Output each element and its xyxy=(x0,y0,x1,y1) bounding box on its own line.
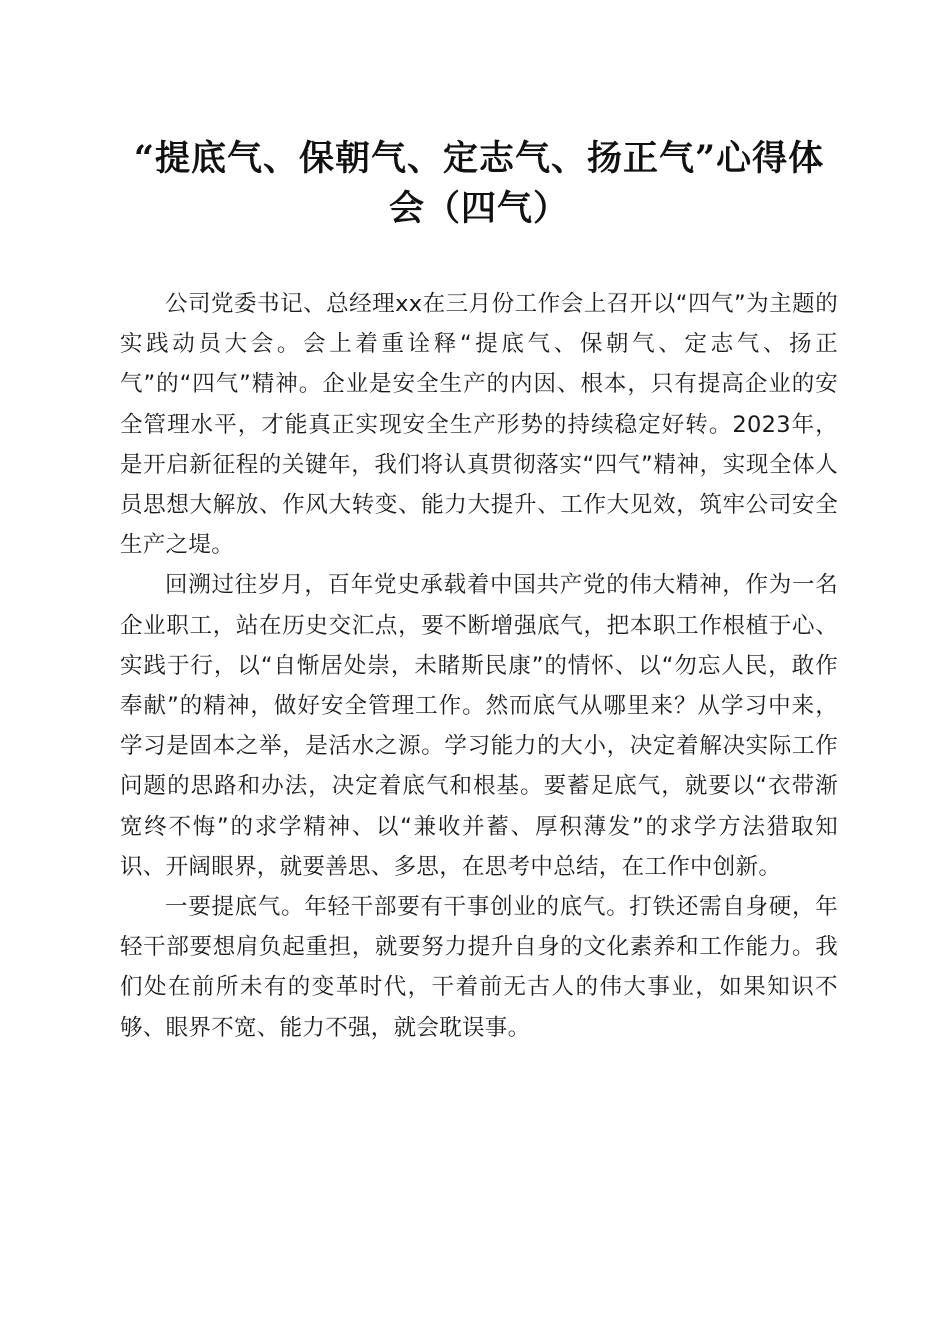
document-page xyxy=(120,134,838,1048)
paragraph-1: 公司党委书记、总经理xx在三月份工作会上召开以“四气”为主题的实践动员大会。会上着重诠释“提底气、保朝气、定志气、扬正气”的“四气”精神。企业是安全生产的内因、根本，只有提高企业的安全管理水平，才能真正实现安全生产形势的持续稳定好转。2023年，是开启新征程的关键年，我们将认真贯彻落实“四气”精神，实现全体人员思想大解放、作风大转变、能力大提升、工作大见效，筑牢公司安全生产之堤。 xyxy=(120,291,838,559)
document-body xyxy=(120,284,838,1048)
document-title: “提底气、保朝气、定志气、扬正气”心得体会（四气） xyxy=(133,138,825,229)
paragraph-2: 回溯过往岁月，百年党史承载着中国共产党的伟大精神，作为一名企业职工，站在历史交汇点，要不断增强底气，把本职工作根植于心、实践于行，以“自惭居处崇，未睹斯民康”的情怀、以“勿忘人民，敢作奉献”的精神，做好安全管理工作。然而底气从哪里来？从学习中来，学习是固本之举，是活水之源。学习能力的大小，决定着解决实际工作问题的思路和办法，决定着底气和根基。要蓄足底气，就要以“衣带渐宽终不悔”的求学精神、以“兼收并蓄、厚积薄发”的求学方法猎取知识、开阔眼界，就要善思、多思，在思考中总结，在工作中创新。 xyxy=(120,572,838,880)
paragraph-3: 一要提底气。年轻干部要有干事创业的底气。打铁还需自身硬，年轻干部要想肩负起重担，就要努力提升自身的文化素养和工作能力。我们处在前所未有的变革时代，干着前无古人的伟大事业，如果知识不够、眼界不宽、能力不强，就会耽误事。 xyxy=(120,894,838,1041)
